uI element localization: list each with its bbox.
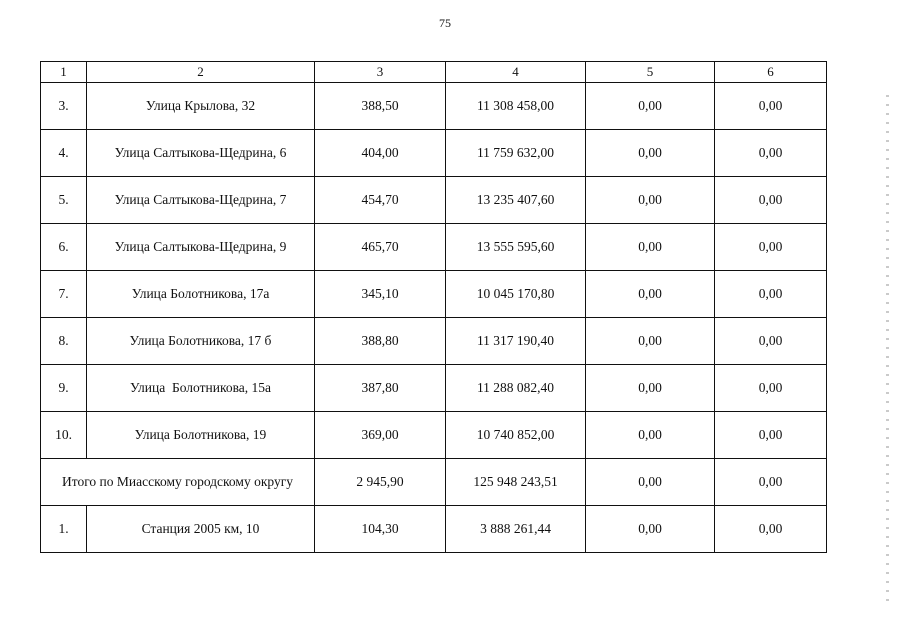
amount-cell: 11 308 458,00 <box>446 83 586 130</box>
table-row <box>41 271 827 318</box>
table-row <box>41 130 827 177</box>
area-cell: 454,70 <box>315 177 446 224</box>
value-cell: 0,00 <box>715 83 827 130</box>
value-cell: 0,00 <box>586 271 715 318</box>
page-number: 75 <box>439 16 451 30</box>
row-index-cell: 7. <box>41 271 87 318</box>
column-number-header: 4 <box>446 62 586 83</box>
row-index-cell: 5. <box>41 177 87 224</box>
area-cell: 465,70 <box>315 224 446 271</box>
row-index-cell: 8. <box>41 318 87 365</box>
value-cell: 0,00 <box>586 130 715 177</box>
area-cell: 387,80 <box>315 365 446 412</box>
total-row <box>41 459 827 506</box>
column-number-header: 2 <box>87 62 315 83</box>
amount-cell: 13 235 407,60 <box>446 177 586 224</box>
amount-cell: 3 888 261,44 <box>446 506 586 553</box>
total-area-cell: 2 945,90 <box>315 459 446 506</box>
amount-cell: 10 045 170,80 <box>446 271 586 318</box>
address-cell: Станция 2005 км, 10 <box>87 506 315 553</box>
table-row <box>41 224 827 271</box>
value-cell: 0,00 <box>715 130 827 177</box>
total-value-cell: 0,00 <box>586 459 715 506</box>
area-cell: 388,50 <box>315 83 446 130</box>
value-cell: 0,00 <box>586 224 715 271</box>
area-cell: 369,00 <box>315 412 446 459</box>
value-cell: 0,00 <box>715 224 827 271</box>
value-cell: 0,00 <box>586 365 715 412</box>
address-cell: Улица Болотникова, 17а <box>87 271 315 318</box>
scan-edge-marks <box>886 95 889 605</box>
value-cell: 0,00 <box>586 412 715 459</box>
value-cell: 0,00 <box>586 177 715 224</box>
total-label: Итого по Миасскому городскому округу <box>41 459 315 506</box>
total-amount-cell: 125 948 243,51 <box>446 459 586 506</box>
column-number-header: 3 <box>315 62 446 83</box>
amount-cell: 11 759 632,00 <box>446 130 586 177</box>
area-cell: 104,30 <box>315 506 446 553</box>
row-index-cell: 3. <box>41 83 87 130</box>
value-cell: 0,00 <box>715 365 827 412</box>
address-cell: Улица Болотникова, 15а <box>87 365 315 412</box>
table-header-row <box>41 62 827 83</box>
address-cell: Улица Салтыкова-Щедрина, 9 <box>87 224 315 271</box>
table-row <box>41 318 827 365</box>
value-cell: 0,00 <box>715 177 827 224</box>
row-index-cell: 1. <box>41 506 87 553</box>
address-cell: Улица Крылова, 32 <box>87 83 315 130</box>
address-cell: Улица Болотникова, 17 б <box>87 318 315 365</box>
column-number-header: 5 <box>586 62 715 83</box>
address-cell: Улица Болотникова, 19 <box>87 412 315 459</box>
table-row <box>41 412 827 459</box>
row-index-cell: 6. <box>41 224 87 271</box>
value-cell: 0,00 <box>715 318 827 365</box>
value-cell: 0,00 <box>586 506 715 553</box>
row-index-cell: 9. <box>41 365 87 412</box>
table-row <box>41 83 827 130</box>
table-row <box>41 506 827 553</box>
row-index-cell: 4. <box>41 130 87 177</box>
data-table <box>40 61 827 553</box>
amount-cell: 11 317 190,40 <box>446 318 586 365</box>
address-cell: Улица Салтыкова-Щедрина, 7 <box>87 177 315 224</box>
area-cell: 404,00 <box>315 130 446 177</box>
column-number-header: 6 <box>715 62 827 83</box>
value-cell: 0,00 <box>715 412 827 459</box>
value-cell: 0,00 <box>715 506 827 553</box>
amount-cell: 10 740 852,00 <box>446 412 586 459</box>
amount-cell: 13 555 595,60 <box>446 224 586 271</box>
value-cell: 0,00 <box>586 83 715 130</box>
column-number-header: 1 <box>41 62 87 83</box>
area-cell: 345,10 <box>315 271 446 318</box>
address-cell: Улица Салтыкова-Щедрина, 6 <box>87 130 315 177</box>
value-cell: 0,00 <box>586 318 715 365</box>
total-value-cell: 0,00 <box>715 459 827 506</box>
area-cell: 388,80 <box>315 318 446 365</box>
value-cell: 0,00 <box>715 271 827 318</box>
table-row <box>41 177 827 224</box>
table-row <box>41 365 827 412</box>
amount-cell: 11 288 082,40 <box>446 365 586 412</box>
row-index-cell: 10. <box>41 412 87 459</box>
